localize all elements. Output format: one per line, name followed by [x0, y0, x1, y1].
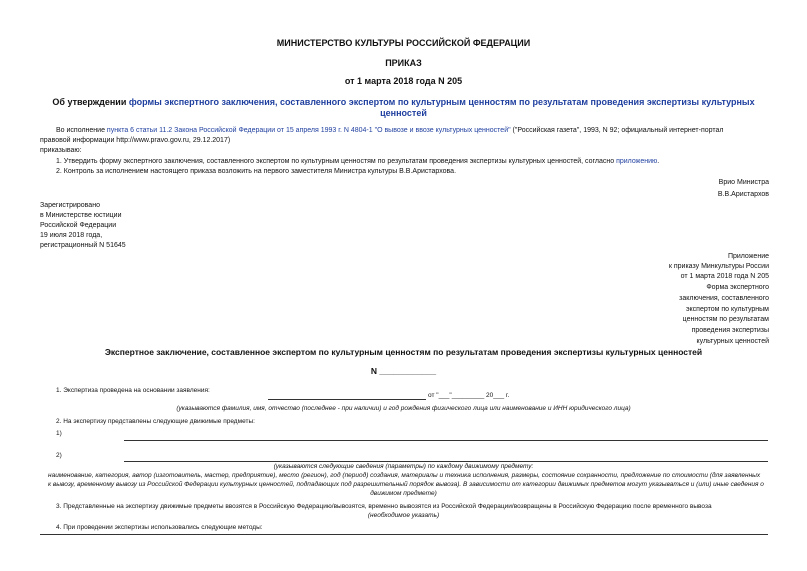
form-item-1: 1. Экспертиза проведена на основании заявления:: [56, 387, 210, 394]
signature-name: В.В.Аристархов: [717, 191, 769, 198]
form-item-4: 4. При проведении экспертизы использовались следующие методы:: [56, 524, 263, 531]
form-item-2: 2. На экспертизу представлены следующие движимые предметы:: [56, 418, 255, 425]
order-item-1-text: 1. Утвердить форму экспертного заключения, составленного экспертом по культурным ценностям по результатам проведения экспертизы культурных ценностей, согласно: [56, 158, 617, 165]
item3-note: (необходимое указать): [367, 512, 440, 519]
item1-note: (указываются фамилия, имя, отчество (последнее - при наличии) и год рождения физического лица или наименование и ИНН юридического лица): [176, 405, 631, 412]
ministry-heading: МИНИСТЕРСТВО КУЛЬТУРЫ РОССИЙСКОЙ ФЕДЕРАЦИИ: [276, 38, 531, 48]
law-link[interactable]: пункта 6 статьи 11.2 Закона Российской Федерации от 15 апреля 1993 г. N 4804-1 "О вывозе и ввозе культурных ценностей": [106, 127, 511, 134]
registration-line5: регистрационный N 51645: [40, 242, 126, 249]
appendix-link[interactable]: приложению: [616, 158, 658, 165]
item2-note: (указываются следующие сведения (параметры) по каждому движимому предмету:: [273, 463, 534, 470]
object-row-2-label: 2): [56, 452, 62, 459]
appendix-line7: ценностям по результатам: [682, 316, 769, 323]
order-item-1: [56, 158, 659, 165]
form-number: N ____________: [370, 366, 437, 376]
appendix-line2: к приказу Минкультуры России: [668, 263, 769, 270]
registration-line2: в Министерстве юстиции: [40, 212, 122, 219]
signature-position: Врио Министра: [718, 179, 769, 186]
item2-desc-line1: наименование, категория, автор (изготовитель, мастер, предприятие), место (регион), год (период) создания, материалы и техника исполнения, размеры, состояние сохранности, предложение по стоимости (для заявленных: [48, 472, 761, 479]
registration-line4: 19 июля 2018 года,: [40, 232, 103, 239]
intro-text-start: Во исполнение: [56, 127, 107, 134]
appendix-line9: культурных ценностей: [696, 338, 769, 345]
title-form-link[interactable]: формы экспертного заключения, составленного экспертом по культурным ценностям по результатам проведения экспертизы культурных: [128, 97, 755, 107]
order-date-number: от 1 марта 2018 года N 205: [344, 76, 463, 86]
order-heading: ПРИКАЗ: [385, 58, 422, 68]
registration-line1: Зарегистрировано: [40, 202, 100, 209]
order-word: приказываю:: [40, 147, 82, 154]
item2-desc-line3: движимом предмете): [370, 490, 437, 497]
title-prefix: Об утверждении: [52, 97, 129, 107]
appendix-line8: проведения экспертизы: [691, 327, 769, 334]
appendix-line1: Приложение: [727, 253, 769, 260]
intro-text-end: ("Российская газета", 1993, N 92; официальный интернет-портал: [510, 127, 724, 134]
order-item-1-end: .: [657, 158, 660, 165]
application-date[interactable]: от "___"_________ 20___ г.: [428, 392, 510, 399]
methods-line[interactable]: [40, 534, 768, 535]
appendix-line6: экспертом по культурным: [685, 306, 769, 313]
object-row-2-line[interactable]: [124, 461, 768, 462]
form-item-3: 3. Представленные на экспертизу движимые предметы ввозятся в Российскую Федерацию/вывозятся, временно вывозятся из Российской Федерации/возвращены в Российскую Федерацию после временного вывоза: [56, 503, 712, 510]
intro-paragraph: [56, 127, 723, 134]
application-applicant-line[interactable]: [268, 399, 426, 400]
appendix-line4: Форма экспертного: [706, 284, 769, 291]
document-title: [0, 97, 807, 107]
form-title: Экспертное заключение, составленное экспертом по культурным ценностям по результатам проведения экспертизы культурных ценностей: [104, 347, 703, 357]
object-row-1-line[interactable]: [124, 440, 768, 441]
title-line2[interactable]: ценностей: [380, 108, 427, 118]
intro-paragraph-line2: правовой информации http://www.pravo.gov.ru, 29.12.2017): [40, 137, 231, 144]
object-row-1-label: 1): [56, 430, 62, 437]
registration-line3: Российской Федерации: [40, 222, 117, 229]
appendix-line3: от 1 марта 2018 года N 205: [680, 273, 769, 280]
order-item-2: 2. Контроль за исполнением настоящего приказа возложить на первого заместителя Министра культуры В.В.Аристархова.: [56, 168, 457, 175]
item2-desc-line2: к вывозу, временному вывозу из Российской Федерации культурных ценностей, подпадающих под разрешительный порядок вывоза). В зависимости от категории движимых предметов могут указываться и (или) иные сведения о: [48, 481, 764, 488]
appendix-line5: заключения, составленного: [679, 295, 769, 302]
